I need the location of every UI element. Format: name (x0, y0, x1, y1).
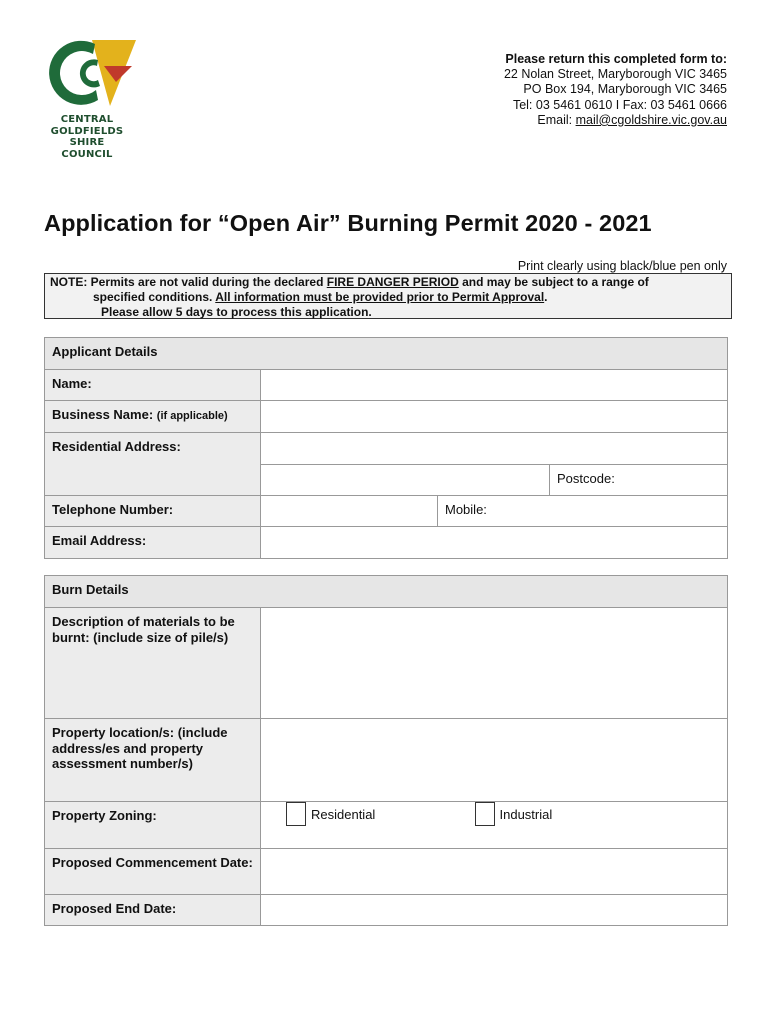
note-part-4: . (544, 290, 548, 304)
business-name-input[interactable] (261, 401, 728, 433)
note-part-3: specified conditions. (93, 290, 216, 304)
note-part-2: and may be subject to a range of (458, 275, 649, 289)
materials-input[interactable] (261, 608, 728, 719)
residential-address-label: Residential Address: (45, 433, 261, 465)
property-zoning-label: Property Zoning: (45, 802, 261, 849)
business-name-hint: (if applicable) (156, 410, 228, 422)
mobile-cell[interactable] (438, 496, 728, 527)
email-input[interactable] (261, 527, 728, 559)
return-heading: Please return this completed form to: (505, 52, 727, 66)
return-street: 22 Nolan Street, Maryborough VIC 3465 (503, 67, 727, 82)
industrial-checkbox[interactable] (475, 802, 495, 826)
print-instruction: Print clearly using black/blue pen only (517, 259, 727, 273)
materials-label: Description of materials to be burnt: (include size of pile/s) (45, 608, 261, 719)
residential-address-input-2[interactable] (261, 465, 550, 496)
commencement-date-input[interactable] (261, 849, 728, 895)
residential-label: Residential (311, 806, 376, 822)
return-phone-fax: Tel: 03 5461 0610 I Fax: 03 5461 0666 (512, 97, 727, 112)
return-address-block (504, 52, 727, 128)
applicant-details-header: Applicant Details (45, 338, 728, 370)
residential-address-label-continued (45, 465, 261, 496)
logo-inner-c (80, 59, 100, 87)
applicant-details-table (44, 337, 728, 559)
return-email-prefix: Email: (537, 112, 576, 127)
residential-checkbox[interactable] (286, 802, 306, 826)
end-date-label: Proposed End Date: (45, 895, 261, 926)
telephone-input[interactable] (261, 496, 438, 527)
zoning-residential-option (261, 802, 475, 826)
note-line-1 (50, 275, 731, 290)
burn-details-table (44, 575, 728, 926)
name-input[interactable] (261, 370, 728, 401)
note-fire-danger: FIRE DANGER PERIOD (326, 275, 459, 289)
zoning-residential-cell (261, 802, 475, 849)
return-email-link[interactable]: mail@cgoldshire.vic.gov.au (575, 112, 727, 127)
note-line-3: Please allow 5 days to process this application. (101, 305, 372, 319)
note-all-info: All information must be provided prior to Permit Approval (215, 290, 545, 304)
logo-line-4: COUNCIL (61, 148, 113, 160)
zoning-industrial-option (475, 802, 728, 826)
business-name-label: Business Name: (52, 407, 154, 422)
email-label: Email Address: (45, 527, 261, 559)
return-po-box: PO Box 194, Maryborough VIC 3465 (523, 82, 727, 97)
logo-line-1: CENTRAL (60, 114, 114, 125)
telephone-label: Telephone Number: (45, 496, 261, 527)
note-line-2 (50, 290, 731, 305)
return-email-line (504, 113, 727, 128)
note-part-1: NOTE: Permits are not valid during the declared (50, 275, 327, 289)
mobile-label: Mobile: (445, 502, 487, 517)
zoning-industrial-cell (475, 802, 728, 849)
logo-line-2: GOLDFIELDS (50, 125, 124, 137)
name-label: Name: (45, 370, 261, 401)
commencement-date-label: Proposed Commencement Date: (45, 849, 261, 895)
logo-text (44, 114, 130, 160)
postcode-label: Postcode: (557, 471, 615, 486)
burn-details-header: Burn Details (45, 576, 728, 608)
logo-green-c (49, 41, 98, 105)
postcode-cell[interactable] (550, 465, 728, 496)
logo-line-3: SHIRE (69, 137, 105, 148)
note-box (44, 273, 732, 319)
page-title: Application for “Open Air” Burning Permit 2020 - 2021 (44, 210, 652, 236)
end-date-input[interactable] (261, 895, 728, 926)
property-location-label: Property location/s: (include address/es and property assessment number/s) (45, 719, 261, 802)
industrial-label: Industrial (499, 806, 553, 822)
property-location-input[interactable] (261, 719, 728, 802)
residential-address-input-1[interactable] (261, 433, 728, 465)
business-name-label-cell (45, 401, 261, 433)
